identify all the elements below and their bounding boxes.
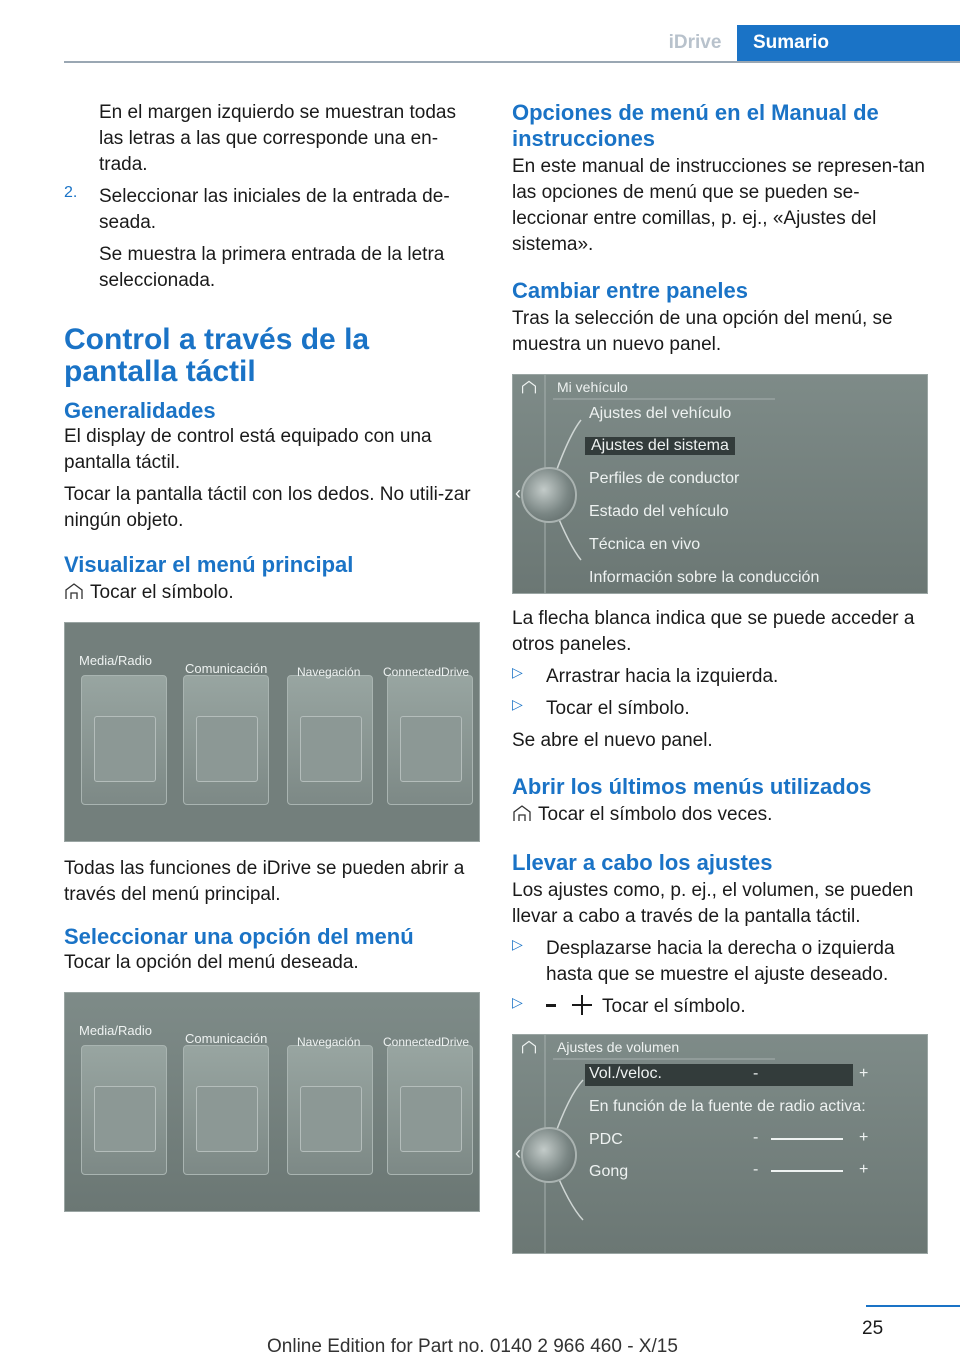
triangle-bullet-icon: ▷ <box>512 696 523 712</box>
generalidades-p1: El display de control está equipado con una pantalla táctil. <box>64 426 432 473</box>
minus-label: - <box>753 1129 759 1146</box>
cambiar-heading: Cambiar entre paneles <box>512 278 748 303</box>
tile-comunicacion <box>183 1045 269 1175</box>
generalidades-p2: Tocar la pantalla táctil con los dedos. No utili‐zar ningún objeto. <box>64 484 471 531</box>
triangle-bullet-icon: ▷ <box>512 664 523 680</box>
tile-connecteddrive <box>387 1045 473 1175</box>
bullet-text: Desplazarse hacia la derecha o izquierda hasta que se muestre el ajuste deseado. <box>546 938 895 985</box>
cambiar-text: Tras la selección de una opción del menú, se muestra un nuevo panel. <box>512 308 893 355</box>
generalidades-heading: Generalidades <box>64 398 216 423</box>
bullet-text: Tocar el símbolo. <box>602 996 746 1017</box>
tile-connecteddrive <box>387 675 473 805</box>
ajustes-text: Los ajustes como, p. ej., el volumen, se pueden llevar a cabo a través de la pantalla táctil. <box>512 880 914 927</box>
main-menu-screenshot <box>64 622 480 842</box>
tile-media-radio <box>81 1045 167 1175</box>
triangle-bullet-icon: ▷ <box>512 994 523 1010</box>
home-icon <box>521 1039 537 1060</box>
menu-item: Información sobre la conducción <box>589 569 820 586</box>
menu-principal-heading: Visualizar el menú principal <box>64 552 354 577</box>
header-tab-sumario: Sumario <box>737 25 960 61</box>
section-title: Control a través de la pantalla táctil <box>64 323 370 388</box>
plus-icon <box>572 995 592 1015</box>
vehicle-menu-screenshot <box>512 374 928 594</box>
bullet-item <box>512 696 930 722</box>
volume-row-label: Vol./veloc. <box>589 1065 662 1082</box>
plus-label: + <box>859 1065 869 1082</box>
bullet-text: Tocar el símbolo. <box>546 698 690 719</box>
right-column <box>512 100 930 1254</box>
home-icon <box>512 804 532 822</box>
menu-item: Técnica en vivo <box>589 536 701 553</box>
abrir-heading: Abrir los últimos menús utilizados <box>512 774 872 799</box>
abrir-text-line <box>512 802 930 828</box>
header-divider <box>64 61 960 63</box>
funciones-text: Todas las funciones de iDrive se pueden abrir a través del menú principal. <box>64 858 465 905</box>
abrir-text: Tocar el símbolo dos veces. <box>538 804 773 825</box>
volume-row-label: Gong <box>589 1163 629 1180</box>
controller-knob <box>521 467 577 523</box>
step-2 <box>64 184 482 236</box>
chevron-left-icon: ‹ <box>515 483 521 503</box>
page-number: 25 <box>862 1318 884 1339</box>
menu-item: Ajustes del vehículo <box>589 405 732 422</box>
chevron-left-icon: ‹ <box>515 1143 521 1163</box>
bullet-item <box>512 664 930 690</box>
step-2-result: Se muestra la primera entrada de la letra seleccionada. <box>99 244 445 291</box>
screen-title: Ajustes de volumen <box>557 1039 680 1055</box>
tile-navegacion <box>287 675 373 805</box>
step-2-text: Seleccionar las iniciales de la entrada de‐seada. <box>99 186 450 233</box>
bullet-item <box>512 994 930 1020</box>
tile-media-radio <box>81 675 167 805</box>
step-number: 2. <box>64 184 78 201</box>
minus-label: - <box>753 1065 759 1082</box>
plus-label: + <box>859 1129 869 1146</box>
home-icon <box>64 582 84 600</box>
tile-navegacion <box>287 1045 373 1175</box>
left-column <box>64 100 482 1212</box>
main-menu-screenshot-2 <box>64 992 480 1212</box>
ajustes-heading: Llevar a cabo los ajustes <box>512 850 773 875</box>
bullet-item <box>512 936 930 988</box>
minus-label: - <box>753 1161 759 1178</box>
main-menu-label: Media/Radio <box>79 1023 152 1038</box>
main-menu-label: Comunicación <box>185 1031 268 1046</box>
seleccionar-text: Tocar la opción del menú deseada. <box>64 952 359 973</box>
main-menu-label: Navegación <box>297 1035 361 1049</box>
bullet-text: Arrastrar hacia la izquierda. <box>546 666 779 687</box>
header-tab-idrive: iDrive <box>668 32 722 53</box>
continued-paragraph: En el margen izquierdo se muestran todas las letras a las que corresponde una en‐trada. <box>99 102 456 175</box>
menu-item: Perfiles de conductor <box>589 470 740 487</box>
main-menu-label: ConnectedDrive <box>383 1035 470 1049</box>
footer-accent-line <box>866 1305 960 1307</box>
menu-item: Estado del vehículo <box>589 503 729 520</box>
bullet-line <box>546 994 930 1020</box>
volume-row-label: PDC <box>589 1131 623 1148</box>
home-icon <box>521 379 537 400</box>
volume-subtitle: En función de la fuente de radio activa: <box>589 1098 866 1115</box>
main-menu-label: Navegación <box>297 665 361 679</box>
seleccionar-heading: Seleccionar una opción del menú <box>64 924 414 949</box>
menu-principal-text: Tocar el símbolo. <box>90 582 234 603</box>
screen-title: Mi vehículo <box>557 379 628 395</box>
opciones-text: En este manual de instrucciones se represen‐tan las opciones de menú que se pueden se‐leccionar entre comillas, p. ej., «Ajustes del sistema». <box>512 156 925 255</box>
plus-label: + <box>859 1161 869 1178</box>
triangle-bullet-icon: ▷ <box>512 936 523 952</box>
main-menu-label: Comunicación <box>185 661 268 676</box>
volume-screenshot <box>512 1034 928 1254</box>
menu-principal-text-line <box>64 580 482 606</box>
main-menu-label: Media/Radio <box>79 653 152 668</box>
abre-text: Se abre el nuevo panel. <box>512 730 713 751</box>
opciones-heading: Opciones de menú en el Manual de instrucciones <box>512 100 879 151</box>
minus-icon <box>546 1004 556 1007</box>
flecha-text: La flecha blanca indica que se puede acceder a otros paneles. <box>512 608 915 655</box>
main-menu-label: ConnectedDrive <box>383 665 470 679</box>
tile-comunicacion <box>183 675 269 805</box>
controller-knob <box>521 1127 577 1183</box>
footer-edition: Online Edition for Part no. 0140 2 966 460 - X/15 <box>267 1336 678 1357</box>
menu-item-selected: Ajustes del sistema <box>585 437 735 455</box>
